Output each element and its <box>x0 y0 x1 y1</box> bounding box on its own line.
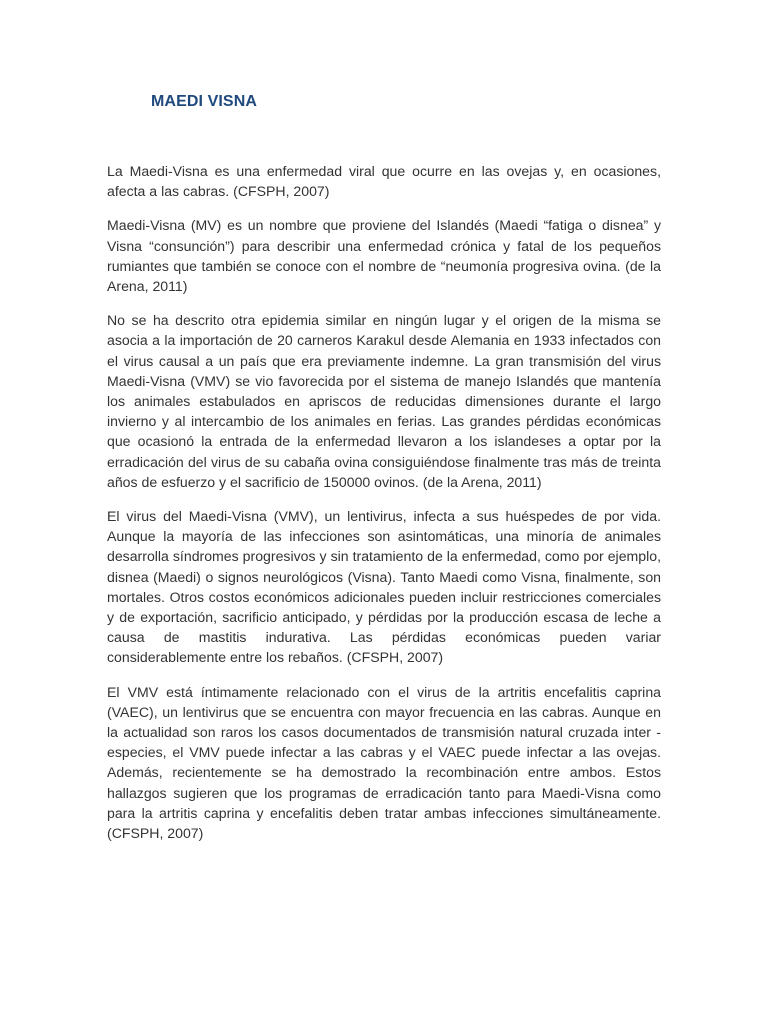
paragraph-intro: La Maedi-Visna es una enfermedad viral que ocurre en las ovejas y, en ocasiones, afecta a las cabras. (CFSPH, 2007) <box>107 163 661 200</box>
paragraph-history: No se ha descrito otra epidemia similar en ningún lugar y el origen de la misma se asocia a la importación de 20 carneros Karakul desde Alemania en 1933 infectados con el virus causal a un país que era previamente indemne. La gran transmisión del virus Maedi-Visna (VMV) se vio favorecida por el sistema de manejo Islandés que mantenía los animales estabulados en apriscos de reducidas dimensiones durante el largo invierno y al intercambio de los animales en ferias. Las grandes pérdidas económicas que ocasionó la entrada de la enfermedad llevaron a los islandeses a optar por la erradicación del virus de su cabaña ovina consiguiéndose finalmente tras más de treinta años de esfuerzo y el sacrificio de 150000 ovinos. (de la Arena, 2011) <box>107 312 661 490</box>
paragraph-virus: El virus del Maedi-Visna (VMV), un lentivirus, infecta a sus huéspedes de por vida. Aunque la mayoría de las infecciones son asintomáticas, una minoría de animales desarrolla síndromes progresivos y sin tratamiento de la enfermedad, como por ejemplo, disnea (Maedi) o signos neurológicos (Visna). Tanto Maedi como Visna, finalmente, son mortales. Otros costos económicos adicionales pueden incluir restricciones comerciales y de exportación, sacrificio anticipado, y pérdidas por la producción escasa de leche a causa de mastitis indurativa. Las pérdidas económicas pueden variar considerablemente entre los rebaños. (CFSPH, 2007) <box>107 508 661 666</box>
paragraph-caprine-relation: El VMV está íntimamente relacionado con el virus de la artritis encefalitis caprina (VAEC), un lentivirus que se encuentra con mayor frecuencia en las cabras. Aunque en la actualidad son raros los casos documentados de transmisión natural cruzada inter -especies, el VMV puede infectar a las cabras y el VAEC puede infectar a las ovejas. Además, recientemente se ha demostrado la recombinación entre ambos. Estos hallazgos sugieren que los programas de erradicación tanto para Maedi-Visna como para la artritis caprina y encefalitis deben tratar ambas infecciones simultáneamente. (CFSPH, 2007) <box>107 683 661 842</box>
document-title: MAEDI VISNA <box>151 93 257 110</box>
paragraph-etymology: Maedi-Visna (MV) es un nombre que proviene del Islandés (Maedi “fatiga o disnea” y Visna “consunción”) para describir una enfermedad crónica y fatal de los pequeños rumiantes que también se conoce con el nombre de “neumonía progresiva ovina. (de la Arena, 2011) <box>107 217 661 295</box>
document-body <box>107 161 661 843</box>
